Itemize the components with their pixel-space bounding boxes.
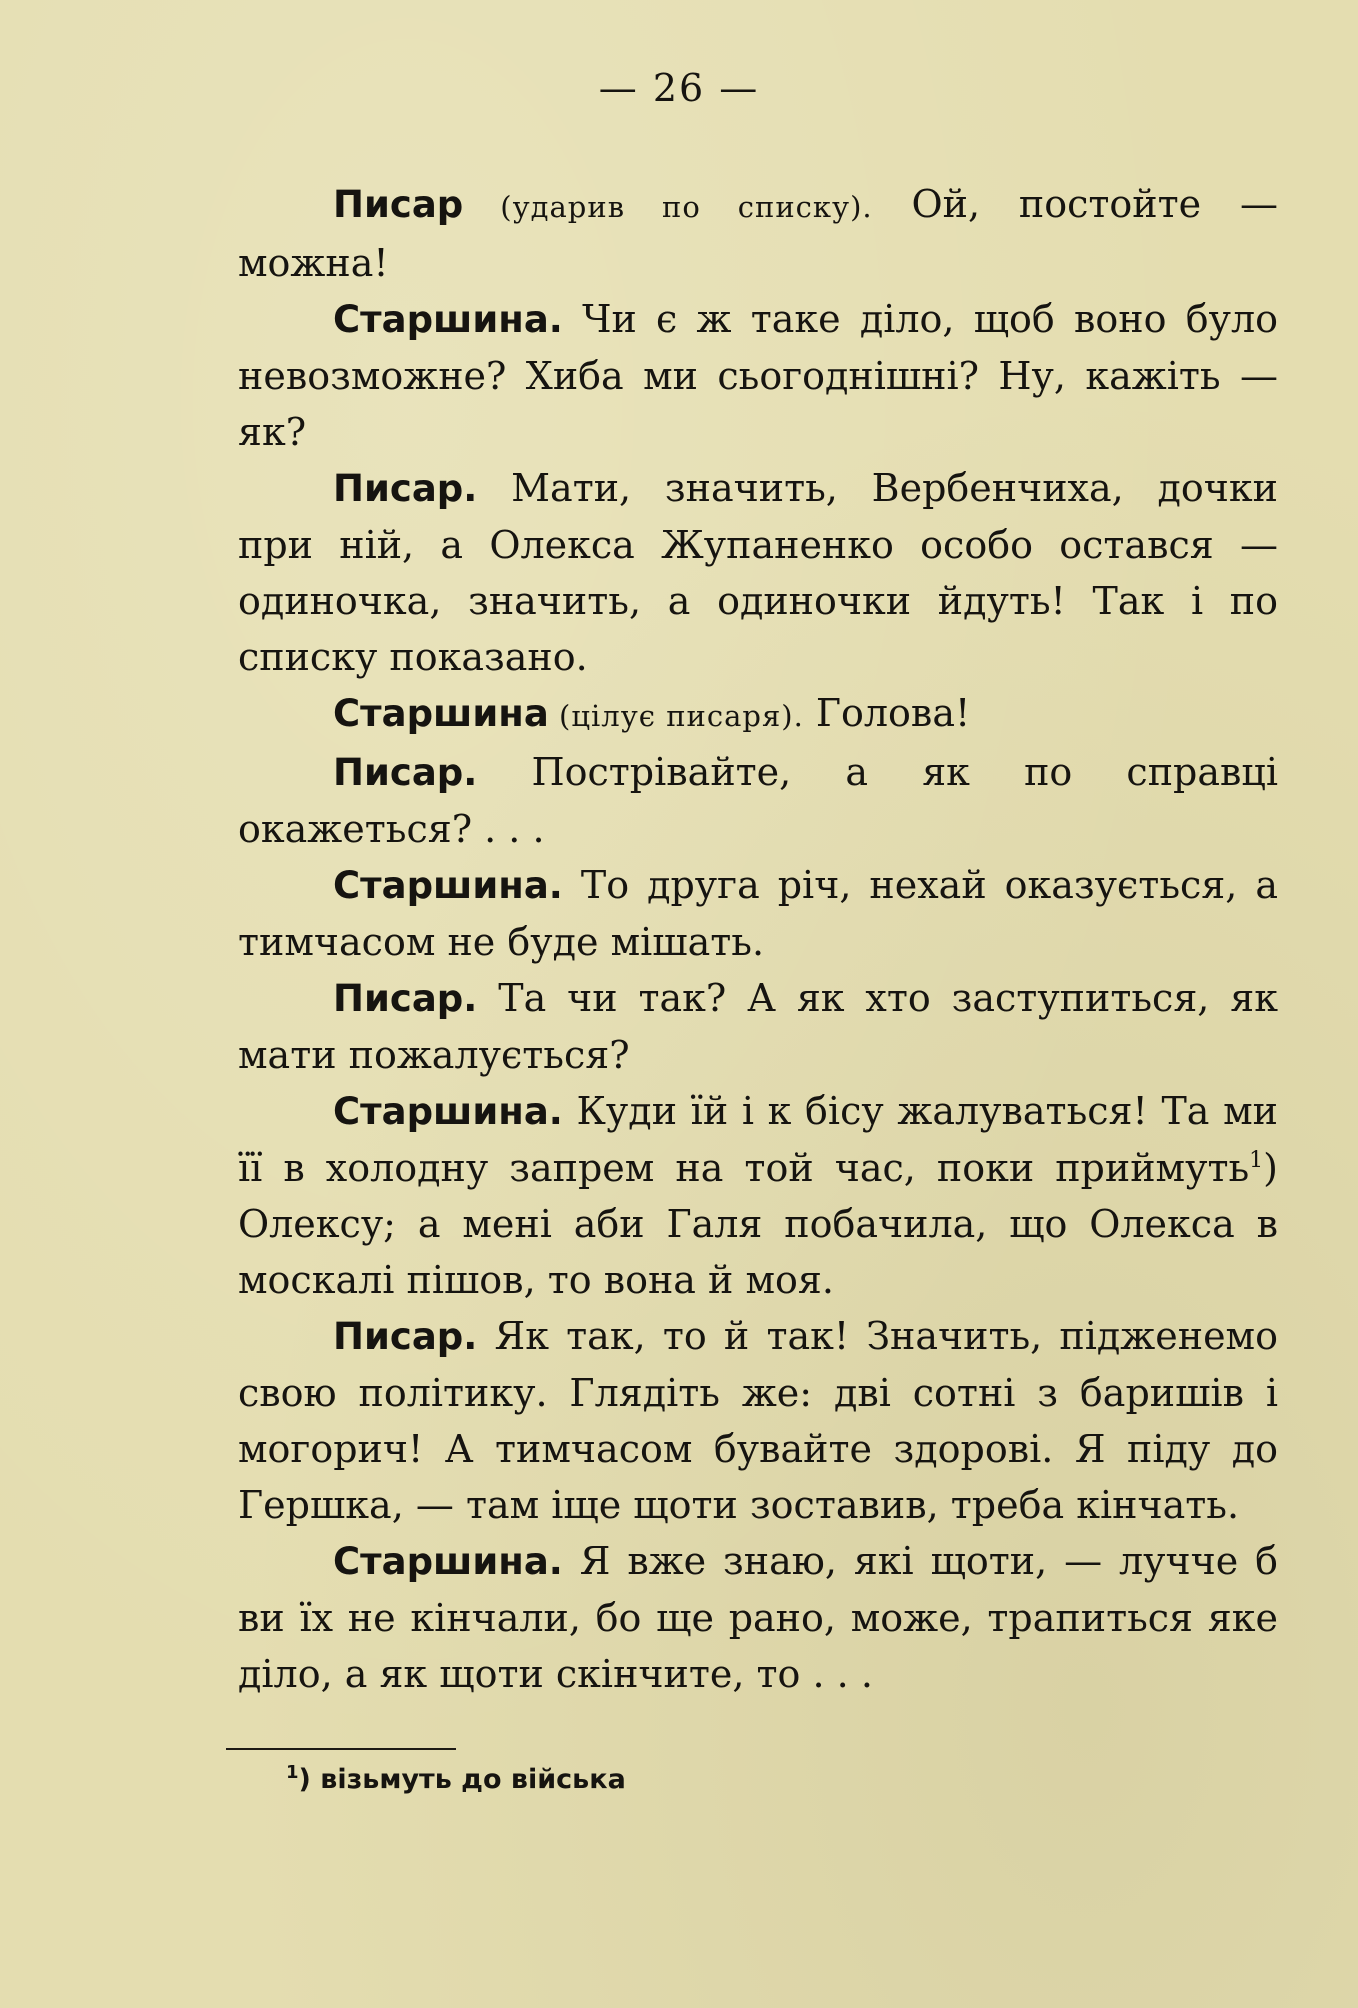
dialogue-paragraph: [238, 685, 1278, 744]
speech-text: Я вже знаю, які щоти, — лучче б ви їх не кінчали, бо ще рано, може, трапиться яке діло, а як щоти скінчите, то . . .: [238, 1539, 1278, 1696]
speaker-name: Писар: [333, 183, 464, 226]
dialogue-paragraph: [238, 1533, 1278, 1702]
footnote-divider: [226, 1748, 456, 1750]
speaker-name: Старшина.: [333, 1540, 563, 1583]
speech-text: Як так, то й так! Значить, підженемо свою політику. Глядіть же: дві сотні з баришів і могорич! А тимчасом бувайте здорові. Я піду до Гершка, — там іще щоти зоставив, треба кінчать.: [238, 1314, 1278, 1527]
speaker-name: Старшина.: [333, 1090, 563, 1133]
speech-text-continued: ) Олексу; а мені аби Галя побачила, що Олекса в москалі пішов, то вона й моя.: [238, 1146, 1278, 1302]
dialogue-paragraph: [238, 970, 1278, 1083]
dialogue-paragraph: [238, 460, 1278, 685]
speaker-name: Писар.: [333, 467, 478, 510]
play-dialogue: [238, 176, 1278, 1702]
speaker-name: Старшина.: [333, 298, 563, 341]
speech-text: Чи є ж таке діло, щоб воно було невозможне? Хиба ми сьогоднішні? Ну, кажіть — як?: [238, 297, 1278, 454]
stage-direction: (цілує писаря).: [548, 699, 804, 733]
speech-text: Мати, значить, Вербенчиха, дочки при ній, а Олекса Жупаненко особо остався — одиночка, значить, а одиночки йдуть! Так і по списку показано.: [238, 466, 1278, 679]
speech-text: Та чи так? А як хто заступиться, як мати пожалується?: [238, 976, 1278, 1077]
footnote-mark: 1: [286, 1762, 299, 1783]
speech-text: Пострівайте, а як по справці окажеться? . . .: [238, 750, 1278, 851]
speech-text: Куди їй і к бісу жалуваться! Та ми її в холодну запрем на той час, поки приймуть: [238, 1089, 1278, 1190]
footnote-text: ) візьмуть до війська: [298, 1764, 626, 1795]
dialogue-paragraph: [238, 1308, 1278, 1533]
speaker-name: Писар.: [333, 977, 478, 1020]
speech-text: Ой, постойте — можна!: [238, 182, 1278, 285]
speaker-name: Писар.: [333, 751, 478, 794]
page-number: — 26 —: [598, 66, 760, 110]
speaker-name: Старшина.: [333, 864, 563, 907]
dialogue-paragraph: [238, 857, 1278, 970]
stage-direction: (ударив по списку).: [463, 190, 873, 224]
dialogue-paragraph: [238, 176, 1278, 291]
dialogue-paragraph: [238, 744, 1278, 857]
footnote: [286, 1760, 626, 1800]
footnote-reference: 1: [1249, 1148, 1264, 1173]
speaker-name: Писар.: [333, 1315, 478, 1358]
speaker-name: Старшина: [333, 692, 549, 735]
speech-text: Голова!: [803, 691, 971, 735]
dialogue-paragraph: [238, 291, 1278, 460]
speech-text: То друга річ, нехай оказується, а тимчасом не буде мішать.: [238, 863, 1278, 964]
dialogue-paragraph: [238, 1083, 1278, 1308]
